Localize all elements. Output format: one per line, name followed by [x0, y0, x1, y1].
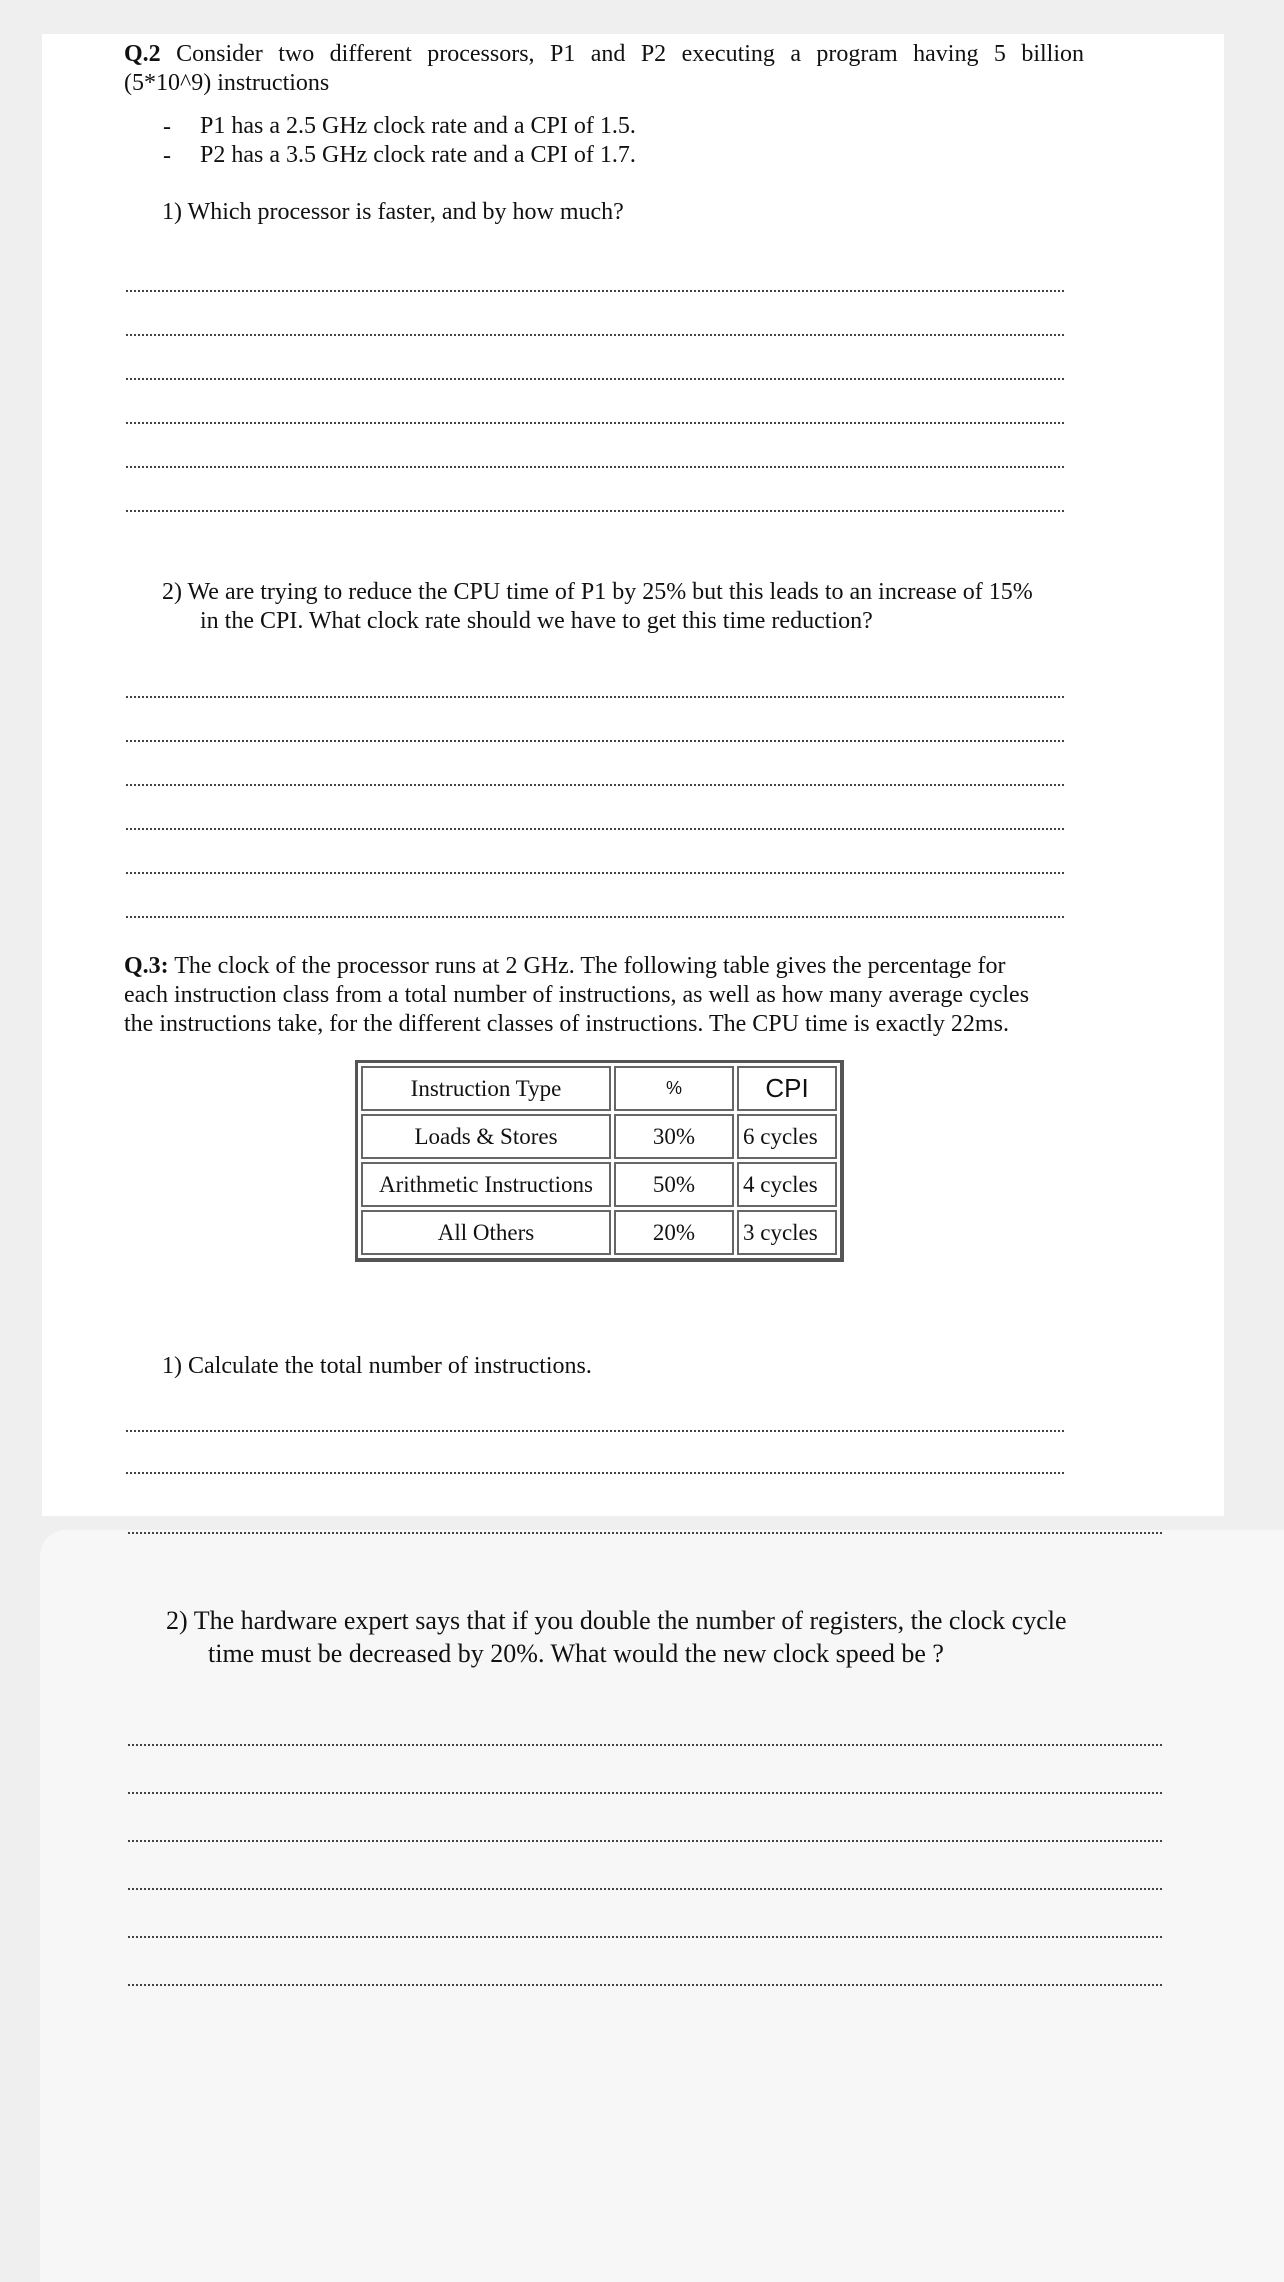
- q2-intro-line2: (5*10^9) instructions: [124, 70, 330, 96]
- q2-intro-line1: [124, 40, 1084, 69]
- table-header-cell: %: [614, 1066, 734, 1111]
- table-cell: 30%: [614, 1114, 734, 1159]
- q3-intro-line1: [124, 952, 1006, 981]
- answer-line: [126, 334, 1064, 336]
- q2-part2-line1: 2) We are trying to reduce the CPU time of P1 by 25% but this leads to an increase of 15%: [162, 579, 1033, 605]
- q3-part1-question: 1) Calculate the total number of instructions.: [162, 1353, 592, 1379]
- table-header-cell: CPI: [737, 1066, 837, 1111]
- table-cell: Arithmetic Instructions: [361, 1162, 611, 1207]
- answer-line: [126, 784, 1064, 786]
- answer-line: [128, 1744, 1162, 1746]
- answer-line: [126, 696, 1064, 698]
- bullet-dash: -: [163, 114, 171, 140]
- table-cell: 50%: [614, 1162, 734, 1207]
- answer-line: [126, 828, 1064, 830]
- q3-intro-line2: each instruction class from a total number of instructions, as well as how many average cycles: [124, 982, 1030, 1008]
- q2-part1-question: 1) Which processor is faster, and by how much?: [162, 199, 624, 225]
- answer-line: [128, 1840, 1162, 1842]
- table-cell: 20%: [614, 1210, 734, 1255]
- table-row: [361, 1162, 837, 1207]
- answer-line: [126, 740, 1064, 742]
- table-cell: 6 cycles: [737, 1114, 837, 1159]
- answer-line: [128, 1888, 1162, 1890]
- answer-line: [128, 1792, 1162, 1794]
- answer-line: [126, 872, 1064, 874]
- table-cell: 3 cycles: [737, 1210, 837, 1255]
- q2-label: Q.2: [124, 41, 161, 67]
- q3-label: Q.3:: [124, 953, 169, 979]
- answer-line: [126, 466, 1064, 468]
- answer-line: [126, 290, 1064, 292]
- table-cell: 4 cycles: [737, 1162, 837, 1207]
- table-row: [361, 1210, 837, 1255]
- answer-line: [128, 1532, 1162, 1534]
- q2-part2-line2: in the CPI. What clock rate should we have to get this time reduction?: [200, 608, 873, 634]
- answer-line: [126, 510, 1064, 512]
- q3-part2-line2: time must be decreased by 20%. What would the new clock speed be ?: [208, 1639, 944, 1668]
- answer-line: [126, 916, 1064, 918]
- bullet-dash: -: [163, 143, 171, 169]
- table-row: [361, 1114, 837, 1159]
- table-cell: Loads & Stores: [361, 1114, 611, 1159]
- answer-line: [126, 378, 1064, 380]
- q3-intro-text: The clock of the processor runs at 2 GHz. The following table gives the percentage for: [174, 953, 1006, 979]
- table-cell: All Others: [361, 1210, 611, 1255]
- answer-line: [126, 1472, 1064, 1474]
- q2-bullet-p1: P1 has a 2.5 GHz clock rate and a CPI of 1.5.: [200, 113, 636, 139]
- table-header-cell: Instruction Type: [361, 1066, 611, 1111]
- q2-intro-text: Consider two different processors, P1 and P2 executing a program having 5 billion: [176, 41, 1085, 67]
- q3-intro-line3: the instructions take, for the different classes of instructions. The CPU time is exactly 22ms.: [124, 1011, 1009, 1037]
- instruction-table: [355, 1060, 844, 1262]
- answer-line: [128, 1936, 1162, 1938]
- q3-part2-line1: 2) The hardware expert says that if you double the number of registers, the clock cycle: [166, 1606, 1067, 1635]
- answer-line: [126, 422, 1064, 424]
- q2-bullet-p2: P2 has a 3.5 GHz clock rate and a CPI of 1.7.: [200, 142, 636, 168]
- table-header-row: [361, 1066, 837, 1111]
- document-page-1: [42, 34, 1224, 1516]
- answer-line: [126, 1430, 1064, 1432]
- answer-line: [128, 1984, 1162, 1986]
